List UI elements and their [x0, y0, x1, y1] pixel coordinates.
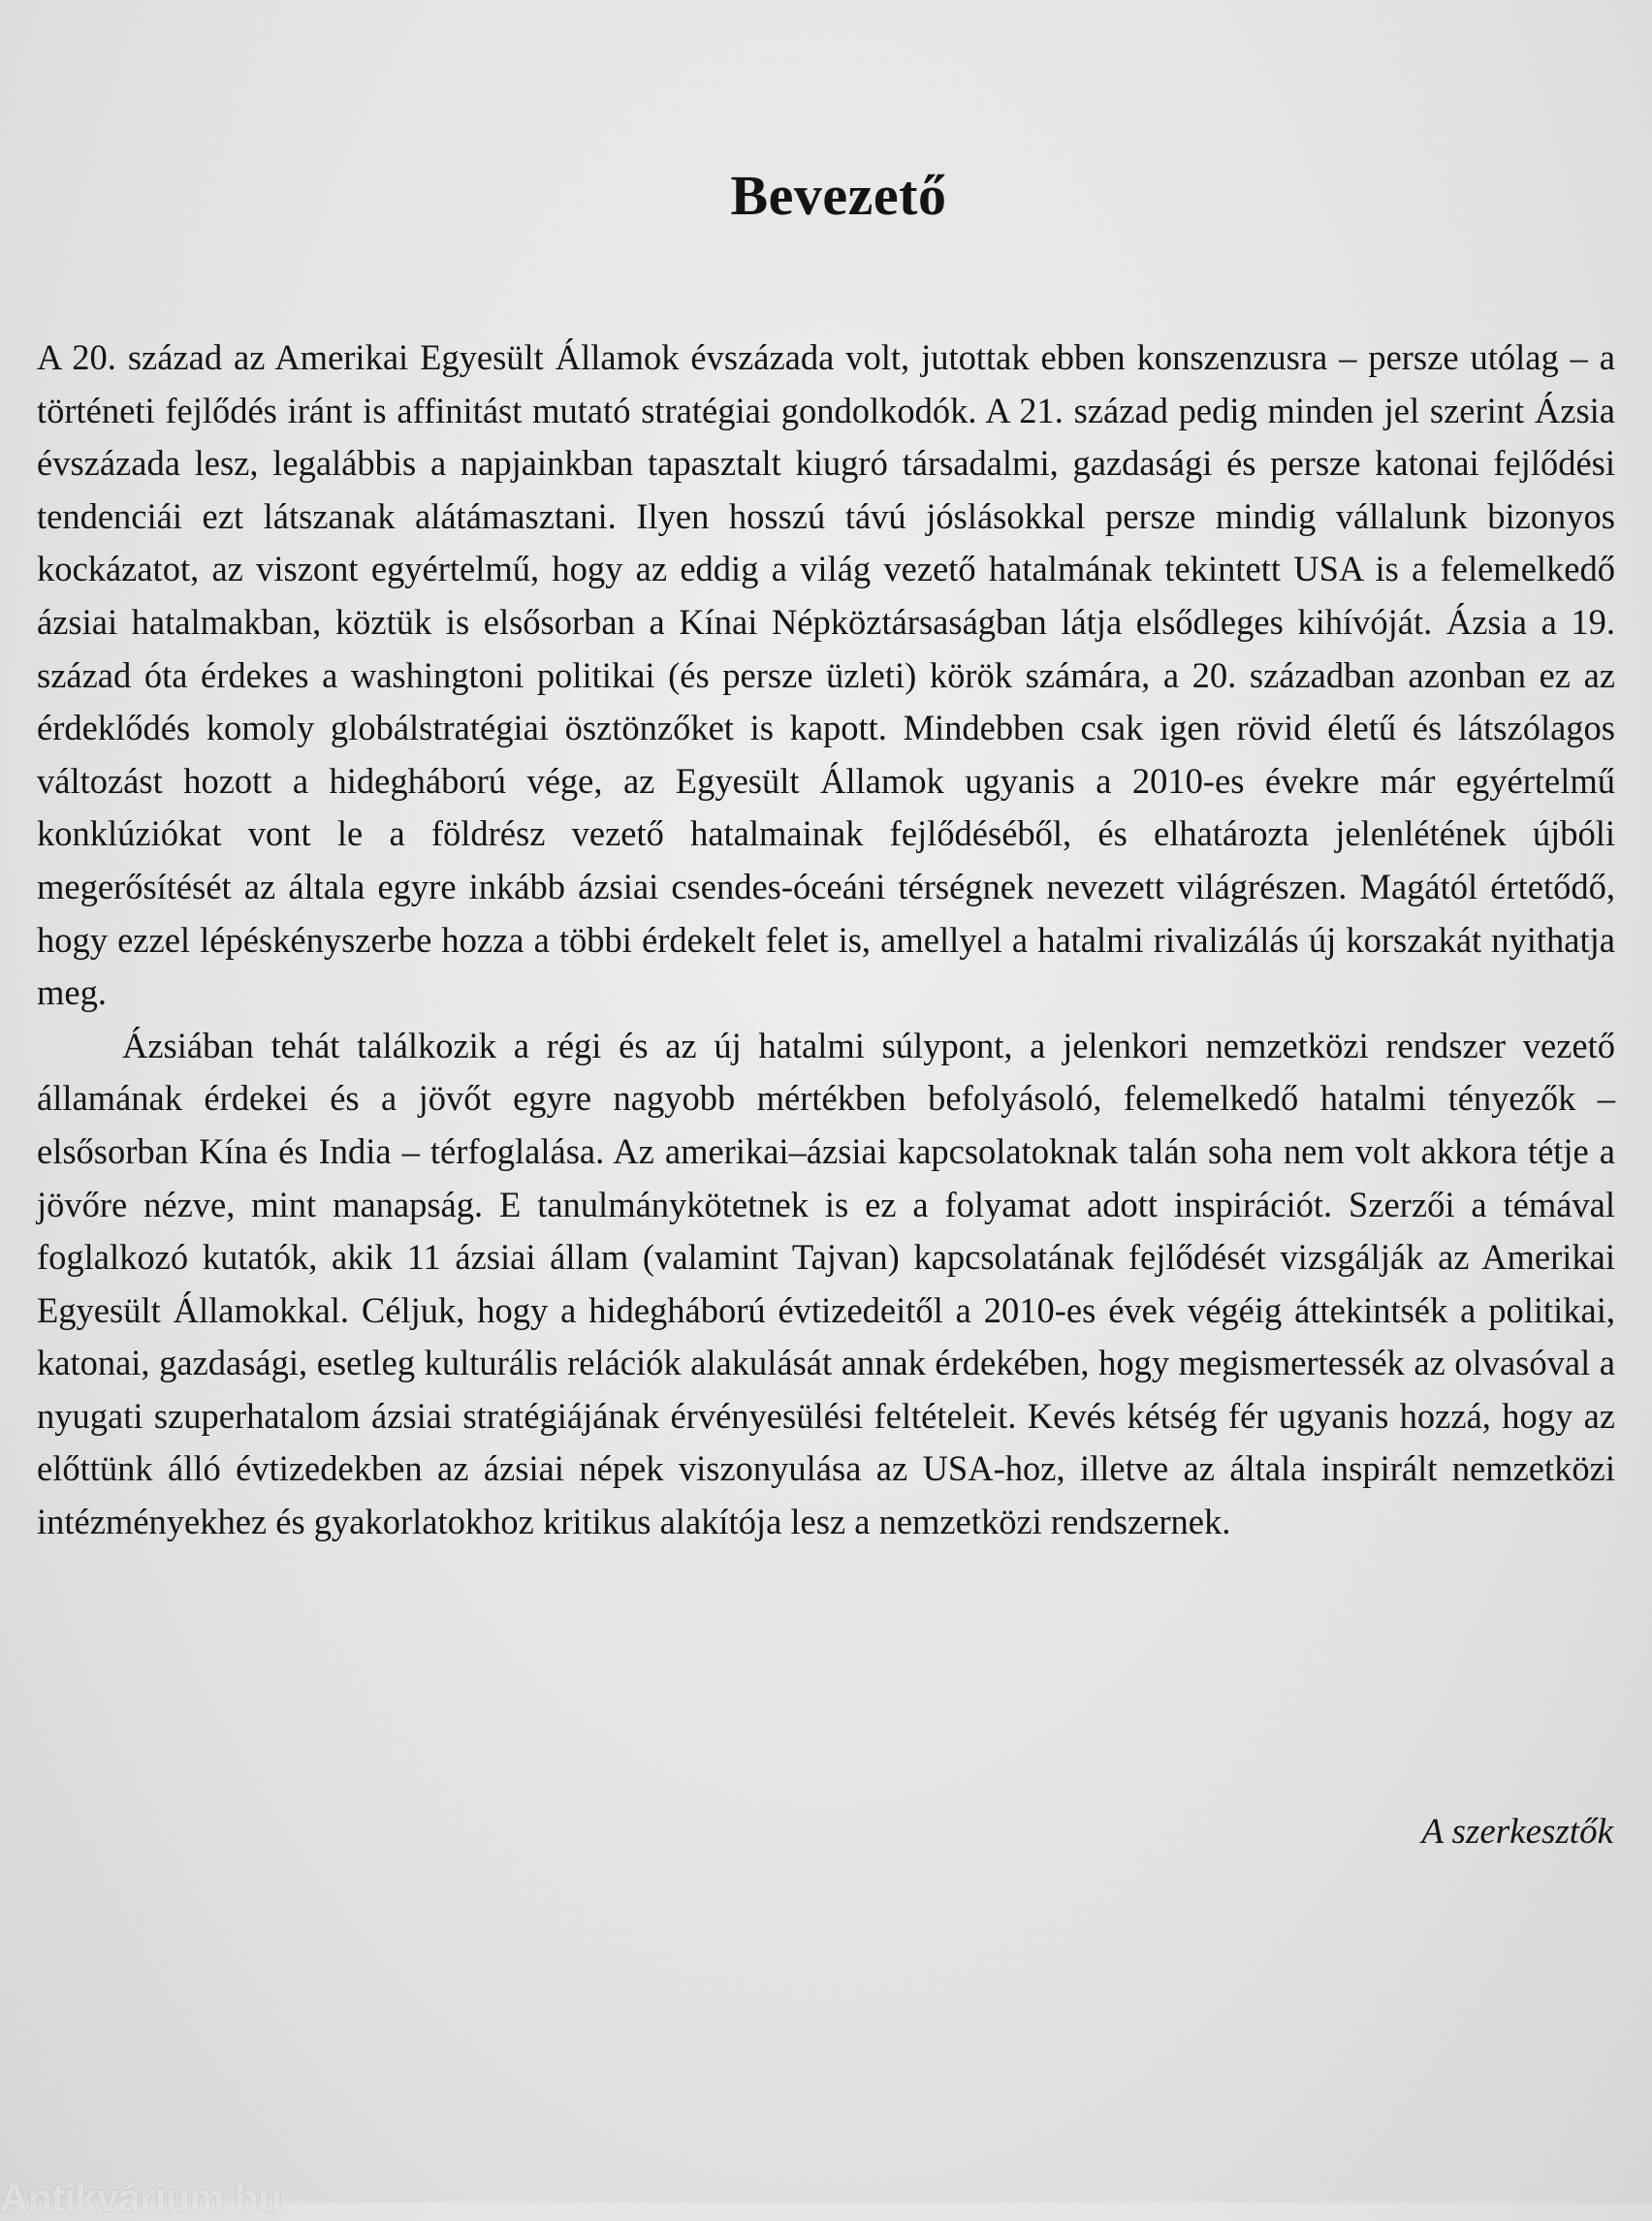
body-text — [37, 332, 1615, 1549]
paragraph-2: Ázsiában tehát találkozik a régi és az új hatalmi súlypont, a jelenkori nemzetközi rendszer vezető államának érdekei és a jövőt egyre nagyobb mértékben befolyásoló, felemelkedő hatalmi tényezők – elsősorban Kína és India – térfoglalása. Az amerikai–ázsiai kapcsolatoknak talán soha nem volt akkora tétje a jövőre nézve, mint manapság. E tanulmánykötetnek is ez a folyamat adott inspirációt. Szerzői a témával foglalkozó kutatók, akik 11 ázsiai állam (valamint Tajvan) kapcsolatának fejlődését vizsgálják az Amerikai Egyesült Államokkal. Céljuk, hogy a hidegháború évtizedeitől a 2010-es évek végéig áttekintsék a politikai, katonai, gazdasági, esetleg kulturális relációk alakulását annak érdekében, hogy megismertessék az olvasóval a nyugati szuperhatalom ázsiai stratégiájának érvényesülési feltételeit. Kevés kétség fér ugyanis hozzá, hogy az előttünk álló évtizedekben az ázsiai népek viszonyulása az USA-hoz, illetve az általa inspirált nemzetközi intézményekhez és gyakorlatokhoz kritikus alakítója lesz a nemzetközi rendszernek. — [37, 1025, 1615, 1542]
paragraph-1: A 20. század az Amerikai Egyesült Államok évszázada volt, jutottak ebben konszenzusra – persze utólag – a történeti fejlődés iránt is affinitást mutató stratégiai gondolkodók. A 21. század pedig minden jel szerint Ázsia évszázada lesz, legalábbis a napjainkban tapasztalt kiugró társadalmi, gazdasági és persze katonai fejlődési tendenciái ezt látszanak alátámasztani. Ilyen hosszú távú jóslásokkal persze mindig vállalunk bizonyos kockázatot, az viszont egyértelmű, hogy az eddig a világ vezető hatalmának tekintett USA is a felemelkedő ázsiai hatalmakban, köztük is elsősorban a Kínai Népköztársaságban látja elsődleges kihívóját. Ázsia a 19. század óta érdekes a washingtoni politikai (és persze üzleti) körök számára, a 20. században azonban ez az érdeklődés komoly globálstratégiai ösztönzőket is kapott. Mindebben csak igen rövid életű és látszólagos változást hozott a hidegháború vége, az Egyesült Államok ugyanis a 2010-es évekre már egyértelmű konklúziókat vont le a földrész vezető hatalmainak fejlődéséből, és elhatározta jelenlétének újbóli megerősítését az általa egyre inkább ázsiai csendes-óceáni térségnek nevezett világrészen. Magától értetődő, hogy ezzel lépéskényszerbe hozza a többi érdekelt felet is, amellyel a hatalmi rivalizálás új korszakát nyithatja meg. — [37, 337, 1615, 1013]
page-title: Bevezető — [730, 164, 947, 227]
signature: A szerkesztők — [1421, 1812, 1613, 1852]
watermark: Antikvárium.hu — [0, 2177, 283, 2220]
